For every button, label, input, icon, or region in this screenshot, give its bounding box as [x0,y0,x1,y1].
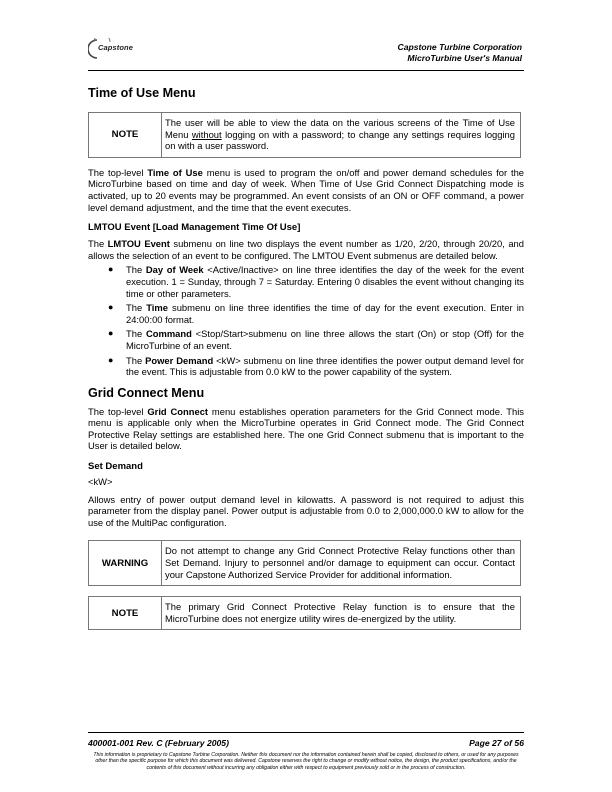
bullet-icon: ● [108,264,114,275]
footer-disclaimer: This information is proprietary to Capstone Turbine Corporation. Neither this document nor the information contained herein shall be copied, disclosed to others, or used for any purposes other than the specific purpose for which this document was delivered. Capstone reserves the right to change or modify without notice, the design, the product specifications, and/or the contents of this document without incurring any obligation either with respect to equipment previously sold or in the process of construction. [93,752,519,771]
lmtou-pre: The [88,238,108,250]
footer-page-number: Page 27 of 56 [469,738,524,748]
list-item [88,355,524,378]
set-demand-heading: Set Demand [88,461,143,473]
bullet-post: <Stop/Start>submenu on line three allows the start (On) or stop (Off) for the MicroTurbine of an event. [126,328,524,351]
warning-text: Do not attempt to change any Grid Connect Protective Relay functions other than Set Demand. Injury to personnel and/or damage to equipment can occur. Contact your Capstone Authorized Service Provider for additional information. [165,545,515,580]
grid-connect-paragraph [88,406,524,452]
tou-note-box [88,112,521,158]
grid-pre: The top-level [88,405,148,417]
set-demand-unit: <kW> [88,476,113,488]
set-demand-paragraph: Allows entry of power output demand level in kilowatts. A password is not required to adjust this parameter from the display panel. Power output is adjustable from 0.0 to 2,000,000.0 kW to allow for the use of the MultiPac configuration. [88,493,524,528]
bullet-pre: The [126,264,146,276]
intro-pre: The top-level [88,166,148,178]
intro-post: menu is used to program the on/off and power demand schedules for the MicroTurbine based on time and day of week. When Time of Use Grid Connect Dispatching mode is activated, up to 20 events may be programmed. An event consists of an ON or OFF command, a power level demand adjustment, and the time that the event executes. [88,166,524,213]
note-text-post: logging on with a password; to change any settings requires logging on with a user password. [165,128,515,152]
intro-bold: Time of Use [147,166,203,178]
grid-connect-heading: Grid Connect Menu [88,385,205,400]
note-text-pre: The user will be able to view the data on the various screens of the Time of Use Menu [165,117,515,140]
bullet-post: <kW> submenu on line three identifies the power output demand level for the event. This is adjustable from 0.0 kW to the power capability of the system. [126,354,524,378]
header-manual: MicroTurbine User's Manual [407,52,522,63]
note-text: The primary Grid Connect Protective Relay function is to ensure that the MicroTurbine does not energize utility wires de-energized by the utility. [165,601,515,624]
bullet-icon: ● [108,328,114,339]
bullet-bold: Power Demand [145,354,214,366]
grid-note-box [88,596,521,630]
list-item [88,264,524,299]
bullet-bold: Day of Week [145,264,204,276]
footer-doc-id: 400001-001 Rev. C (February 2005) [88,738,229,748]
bullet-post: submenu on line three identifies the time of day for the event execution. Enter in 24:00:00 format. [126,302,524,325]
tou-intro-paragraph [88,167,524,213]
bullet-post: <Active/Inactive> on line three identifies the day of the week for the event execution. 1 = Sunday, through 7 = Saturday. Entering 0 disables the event without changing its time or other parameters. [126,264,525,299]
bullet-pre: The [126,328,146,340]
lmtou-post: submenu on line two displays the event number as 1/20, 2/20, through 20/20, and allows the selection of an event to be configured. The LMTOU Event submenus are detailed below. [88,238,524,261]
bullet-pre: The [126,354,146,366]
lmtou-heading: LMTOU Event [Load Management Time Of Use] [88,222,301,234]
lmtou-paragraph [88,238,524,261]
main-content [88,86,524,630]
header-divider [88,70,524,71]
time-of-use-heading: Time of Use Menu [88,86,196,100]
grid-bold: Grid Connect [147,405,209,417]
note-label: NOTE [89,597,162,629]
note-text [162,113,520,157]
bullet-icon: ● [108,354,114,365]
grid-post: menu establishes operation parameters for the Grid Connect mode. This menu is applicable only when the MicroTurbine operates in Grid Connect mode. The Grid Connect Protective Relay settings are established here. The one Grid Connect submenu that is important to the User is detailed below. [88,405,524,452]
lmtou-submenu-list [88,264,524,377]
bullet-bold: Command [146,328,192,340]
list-item [88,328,524,351]
header-company: Capstone Turbine Corporation [397,42,522,52]
header-titles [398,42,522,63]
logo-text: Capstone [98,43,133,52]
warning-label: WARNING [89,541,162,585]
bullet-pre: The [126,302,147,314]
warning-box [88,540,521,586]
note-text-underlined: without [191,128,222,140]
bullet-bold: Time [146,302,168,314]
footer-divider [88,732,524,733]
bullet-icon: ● [108,302,114,313]
note-label: NOTE [89,113,162,157]
list-item [88,302,524,325]
capstone-logo [88,38,158,60]
lmtou-bold: LMTOU Event [107,238,170,250]
